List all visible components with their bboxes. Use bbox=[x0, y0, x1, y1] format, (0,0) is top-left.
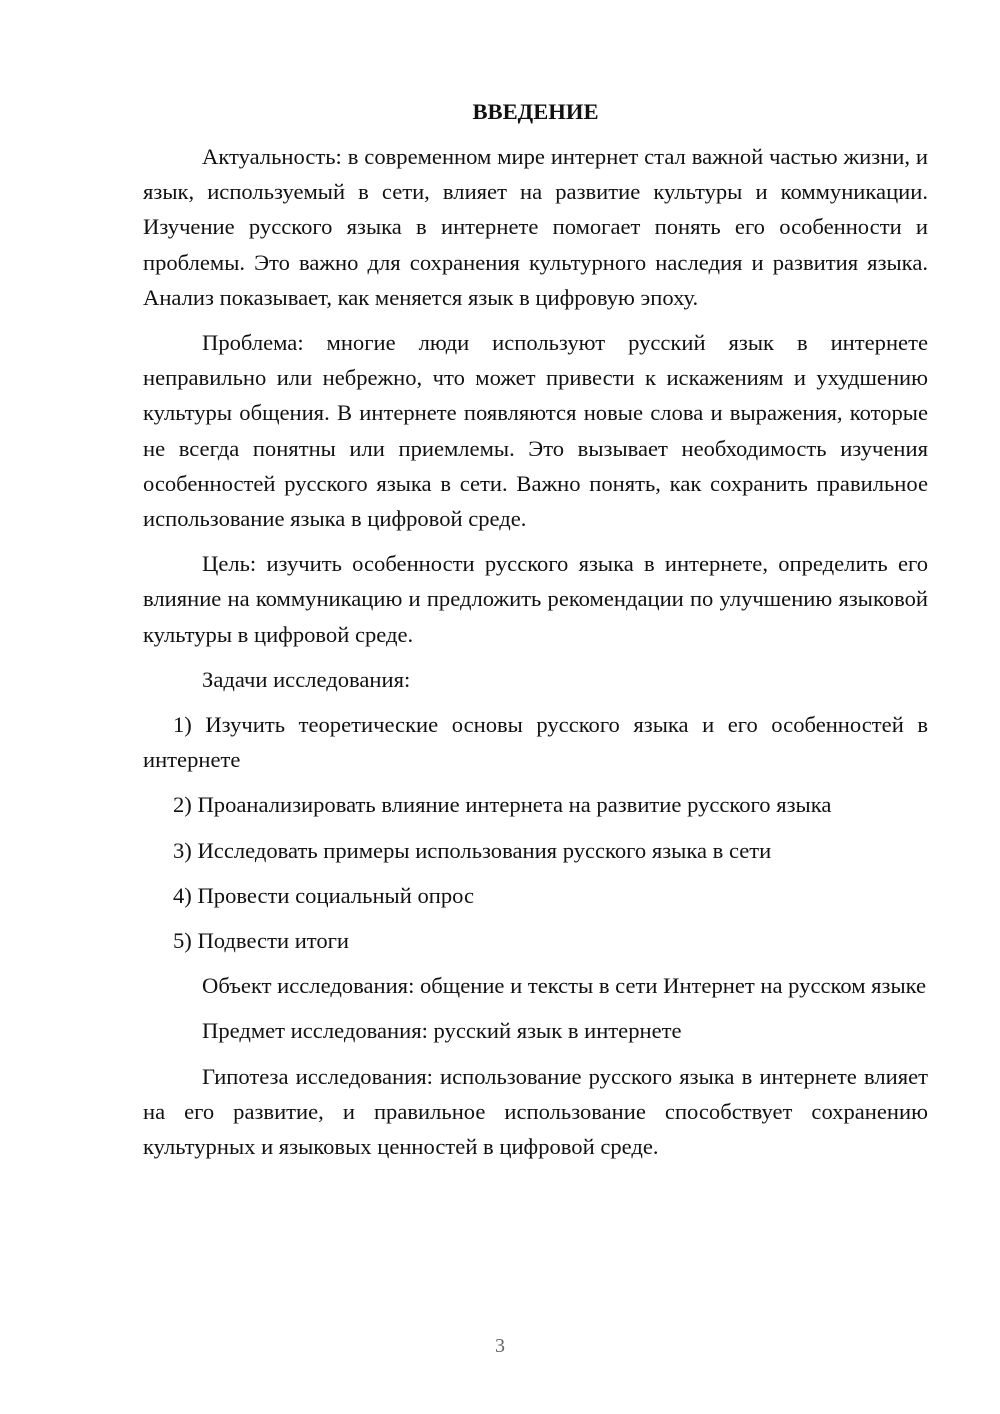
task-item-1: 1) Изучить теоретические основы русского языка и его особенностей в интернете bbox=[143, 712, 928, 773]
paragraph-hypothesis: Гипотеза исследования: использование русского языка в интернете влияет на его развитие, и правильное использование способствует сохранению культурных и языковых ценностей в цифровой среде. bbox=[143, 1063, 928, 1160]
task-item-2: 2) Проанализировать влияние интернета на развитие русского языка bbox=[173, 792, 832, 818]
task-item-4: 4) Провести социальный опрос bbox=[173, 882, 475, 908]
task-item-5: 5) Подвести итоги bbox=[173, 928, 350, 954]
paragraph-subject: Предмет исследования: русский язык в интернете bbox=[202, 1018, 682, 1044]
paragraph-goal: Цель: изучить особенности русского языка в интернете, определить его влияние на коммуникацию и предложить рекомендации по улучшению языковой культуры в цифровой среде. bbox=[143, 551, 928, 647]
task-item-3: 3) Исследовать примеры использования русского языка в сети bbox=[173, 837, 772, 863]
tasks-heading: Задачи исследования: bbox=[202, 666, 411, 692]
tasks-list bbox=[143, 707, 928, 958]
section-title: ВВЕДЕНИЕ bbox=[472, 99, 599, 124]
paragraph-actuality: Актуальность: в современном мире интернет стал важной частью жизни, и язык, используемый в сети, влияет на развитие культуры и коммуникации. Изучение русского языка в интернете помогает понять его особенности и проблемы. Это важно для сохранения культурного наследия и развития языка. Анализ показывает, как меняется язык в цифровую эпоху. bbox=[143, 144, 928, 310]
page-number: 3 bbox=[495, 1335, 505, 1357]
page-content bbox=[143, 94, 928, 1174]
paragraph-problem: Проблема: многие люди используют русский язык в интернете неправильно или небрежно, что может привести к искажениям и ухудшению культуры общения. В интернете появляются новые слова и выражения, которые не всегда понятны или приемлемы. Это вызывает необходимость изучения особенностей русского языка в сети. Важно понять, как сохранить правильное использование языка в цифровой среде. bbox=[143, 330, 928, 532]
paragraph-object: Объект исследования: общение и тексты в сети Интернет на русском языке bbox=[202, 973, 927, 999]
